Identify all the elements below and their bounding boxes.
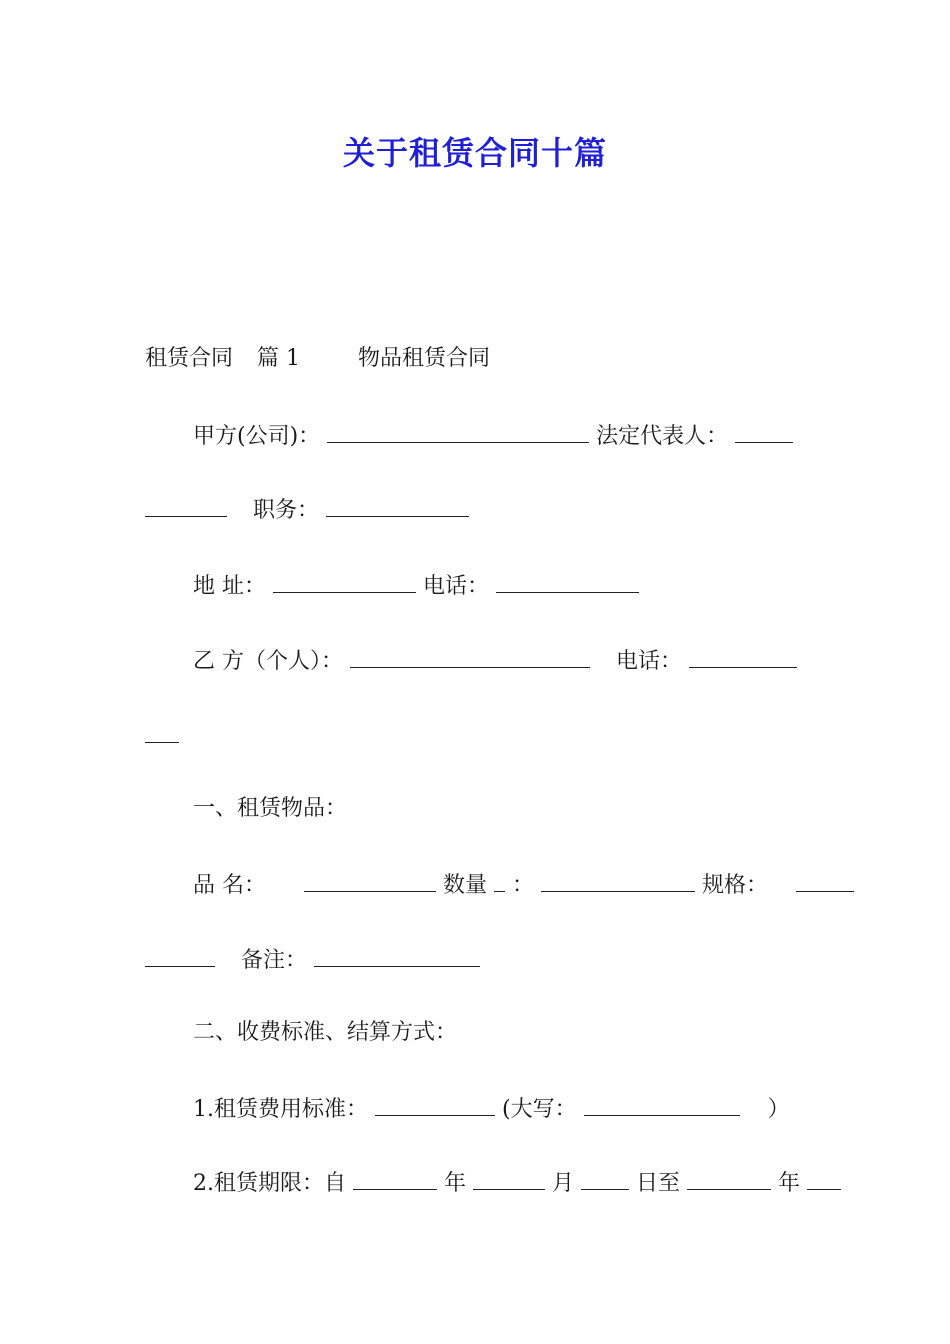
address-phone-blank[interactable] [496,570,639,593]
address-phone-label: 电话： [423,574,490,599]
quantity-colon: ： [512,873,535,898]
contract-heading [145,344,490,374]
section-1-title: 一、租赁物品： [193,796,348,821]
party-b-phone-blank-end[interactable] [145,720,179,743]
document-title: 关于租赁合同十篇 [342,134,607,172]
legal-rep-label: 法定代表人： [596,424,729,449]
party-b-blank[interactable] [350,645,590,668]
quantity-blank[interactable] [541,869,695,892]
party-b-label: 乙 方（个人）： [193,649,343,674]
fee-standard-line [193,1093,790,1125]
spec-blank-end[interactable] [145,944,215,967]
heading-contract-type: 物品租赁合同 [358,346,491,371]
fee-upper-close: ） [767,1097,790,1122]
section-2-title: 二、收费标准、结算方式： [193,1020,458,1045]
fee-standard-label: 1.租赁费用标准： [193,1097,368,1122]
fee-upper-blank[interactable] [584,1093,740,1116]
heading-contract-label: 租赁合同 [145,346,234,371]
item-name-label: 品 名： [193,873,266,898]
item-note-line [145,944,480,976]
party-b-phone-label: 电话： [616,649,683,674]
lease-term-line [193,1167,841,1199]
end-year-label: 年 [778,1171,801,1196]
party-a-line-2 [145,494,469,526]
start-year-blank[interactable] [353,1167,437,1190]
party-a-label: 甲方(公司)： [193,424,321,449]
end-month-blank-start[interactable] [807,1167,841,1190]
end-year-blank[interactable] [687,1167,771,1190]
quantity-underscore [494,869,505,892]
legal-rep-blank-end[interactable] [145,494,227,517]
item-name-line [193,869,854,901]
heading-section-number: 篇 1 [257,346,301,371]
start-month-blank[interactable] [473,1167,545,1190]
duty-blank[interactable] [326,494,469,517]
fee-standard-blank[interactable] [375,1093,495,1116]
start-year-label: 年 [444,1171,467,1196]
note-blank[interactable] [314,944,480,967]
start-month-label: 月 [552,1171,575,1196]
legal-rep-blank-start[interactable] [735,420,793,443]
address-blank[interactable] [273,570,416,593]
duty-label: 职务： [253,498,320,523]
spec-label: 规格： [702,873,769,898]
day-to-label: 日至 [636,1171,681,1196]
party-a-blank[interactable] [327,420,589,443]
item-name-blank[interactable] [304,869,436,892]
party-b-line [193,645,797,677]
spec-blank-start[interactable] [796,869,854,892]
lease-term-label: 2.租赁期限：自 [193,1171,346,1196]
address-label: 地 址： [193,574,266,599]
start-day-blank[interactable] [581,1167,629,1190]
address-line [193,570,639,602]
party-a-line [193,420,793,452]
fee-upper-open: (大写： [502,1097,577,1122]
note-label: 备注： [241,948,308,973]
party-b-phone-blank-start[interactable] [689,645,797,668]
party-b-line-2 [145,720,179,752]
quantity-label: 数量 [443,873,488,898]
